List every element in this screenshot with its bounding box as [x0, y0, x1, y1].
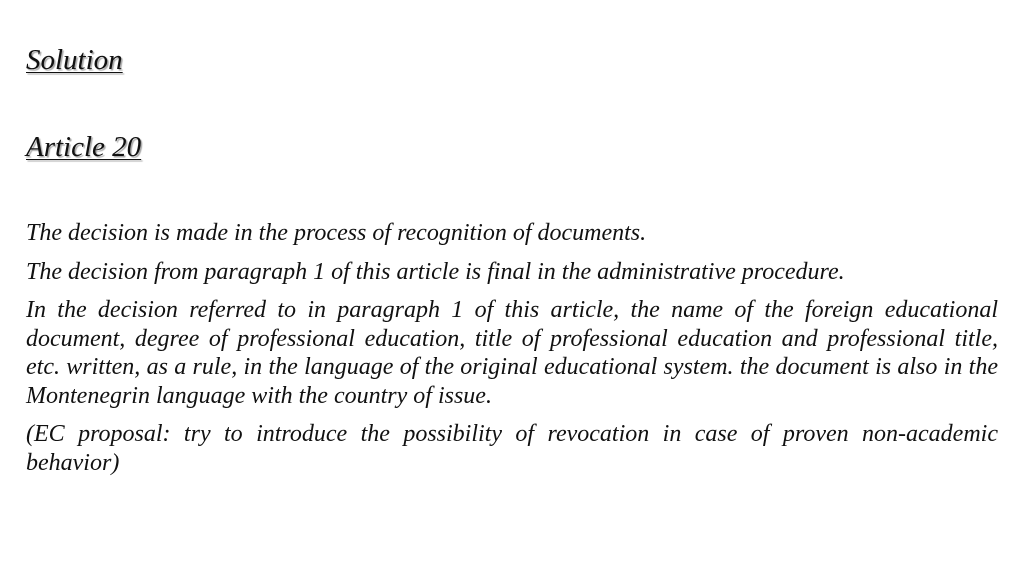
paragraph-decision-made: The decision is made in the process of recognition of documents.: [26, 220, 647, 246]
slide-title: Solution: [26, 44, 123, 76]
paragraph-decision-final: The decision from paragraph 1 of this article is final in the administrative procedure.: [26, 258, 845, 285]
article-heading: Article 20: [26, 131, 142, 163]
paragraph-ec-proposal: (EC proposal: try to introduce the possibility of revocation in case of proven non-academic behavior): [26, 421, 998, 476]
paragraph-document-name: In the decision referred to in paragraph 1 of this article, the name of the foreign educational document, degree of professional education, title of professional education and professional title, etc. written, as a rule, in the language of the original educational system. the document is also in the Montenegrin language with the country of issue.: [26, 297, 998, 409]
article-body: [26, 219, 998, 487]
